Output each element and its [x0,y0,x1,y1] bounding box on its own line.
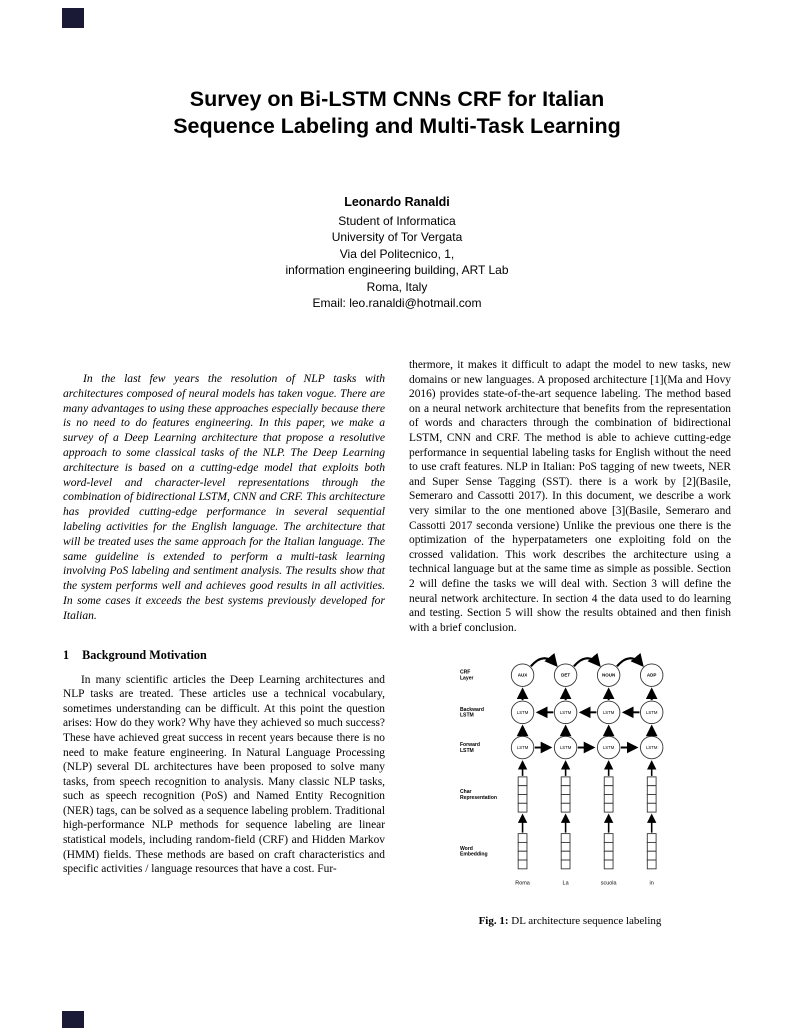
two-column-body [63,352,731,927]
section-1-number: 1 [63,647,70,662]
svg-text:LSTM: LSTM [602,710,614,716]
svg-text:LSTM: LSTM [459,748,474,755]
figure-1-caption-label: Fig. 1: [478,915,509,928]
figure-1-caption [409,915,731,927]
abstract-text: In the last few years the resolution of NLP tasks with architectures composed of neural models has taken vogue. There are many advantages to using these approaches especially because there is no need to do features engineering. In this paper, we make a survey of a Deep Learning architecture that propose a resolutive approach to some classical tasks of the NLP. The Deep Learning architecture is based on a cutting-edge model that exploits both word-level and character-level representations through the combination of bidirectional LSTM, CNN and CRF. This architecture has provided cutting-edge performance in several sequential labeling activities for the English language. The architecture that will be treated uses the same approach for the Italian language. The same guideline is extended to perform a multi-task learning involving PoS labeling and sentiment analysis. The results show that the system performs well and achieves good results in all activities. In some cases it exceeds the best systems previously developed for Italian. [63,372,385,622]
svg-text:LSTM: LSTM [459,712,474,719]
svg-text:Roma: Roma [514,880,530,887]
paper-title [0,86,794,140]
figure-1-caption-text: DL architecture sequence labeling [511,915,662,928]
section-1-paragraph: In many scientific articles the Deep Learning architectures and NLP tasks are treated. These articles use a technical vocabulary, sometimes understanding can be difficult. At this point the question arises: How do they work? Why have they achieved so much success? These have achieved great success in recent years because there is no need to make feature engineering. In Natural Language Processing (NLP) several DL architectures have been proposed to solve many tasks, from speech recognition to analysis. Many classic NLP tasks, such as speech recognition (PoS) and Named Entity Recognition (NER) tags, can be solved as a sequence labeling problem. Traditional high-performance NLP methods for sequence labeling are linear statistical models, including random-field (CRF) and Hidden Markov (HMM) fields. These methods are based on craft characteristics and specific activities / language resources that have a cost. Fur- [63,673,385,876]
svg-text:Backward: Backward [459,707,484,714]
svg-text:Layer: Layer [459,675,474,682]
svg-text:Representation: Representation [459,795,497,802]
svg-text:scuola: scuola [600,880,617,887]
svg-text:CRF: CRF [459,669,470,676]
author-affiliation-line: Roma, Italy [366,279,428,294]
svg-text:Char: Char [459,789,472,796]
author-email-line: Email: leo.ranaldi@hotmail.com [312,296,482,310]
svg-text:LSTM: LSTM [516,710,528,716]
author-affiliation-line: Student of Informatica [338,213,456,228]
dl-architecture-diagram [458,649,683,894]
svg-text:LSTM: LSTM [602,745,614,751]
right-column-paragraph: thermore, it makes it difficult to adapt the model to new tasks, new domains or new languages. A proposed architecture [1](Ma and Hovy 2016) provides state-of-the-art sequence labeling. The method based on a neural network architecture that benefits from the representation of words and characters through the combination of bidirectional LSTM, CNN and CRF. The method is able to achieve cutting-edge performance in sequential labeling tasks for English without the need to use craft features. NLP in Italian: PoS tagging of new tweets, NER and Super Sense Tagging (SST). there is a work by [2](Basile, Semeraro and Cassotti 2017). In this document, we describe a work very similar to the one mentioned above [3](Basile, Semeraro and Cassotti 2017 seconda versione) Unlike the previous one there is the optimization of the hyperpatameters one exploiting fold on the crossed validation. This work describes the architecture using a technical language but at the same time as simple as possible. Section 2 will define the tasks we will deal with. Section 3 will define the neural network architecture. In section 4 the data used to do learning and testing. Section 5 will show the results obtained and then finish with a brief conclusion. [409,359,731,634]
svg-text:DET: DET [560,672,570,678]
section-1-heading [63,648,385,663]
page-corner-mark-top [62,8,84,28]
svg-text:ADP: ADP [646,672,656,678]
author-block [0,194,794,312]
author-affiliation-line: Via del Politecnico, 1, [339,246,455,261]
author-affiliation-line: information engineering building, ART Lab [285,263,509,277]
author-name: Leonardo Ranaldi [344,195,450,209]
figure-1 [409,649,731,927]
svg-text:Word: Word [459,846,473,853]
svg-text:in: in [649,880,654,887]
author-affiliation-line: University of Tor Vergata [331,230,463,244]
paper-title-line1: Survey on Bi-LSTM CNNs CRF for Italian [189,87,605,111]
section-1-title: Background Motivation [82,647,207,662]
svg-text:Forward: Forward [459,742,480,749]
svg-text:AUX: AUX [517,672,527,678]
svg-text:NOUN: NOUN [601,672,615,678]
page-corner-mark-bottom [62,1011,84,1028]
svg-text:LSTM: LSTM [516,745,528,751]
right-column [409,352,731,927]
paper-title-line2: Sequence Labeling and Multi-Task Learning [173,114,621,138]
left-column [63,352,385,877]
svg-text:La: La [562,880,569,887]
svg-text:LSTM: LSTM [645,710,657,716]
svg-text:LSTM: LSTM [559,745,571,751]
svg-text:LSTM: LSTM [645,745,657,751]
svg-text:Embedding: Embedding [459,851,488,858]
svg-text:LSTM: LSTM [559,710,571,716]
